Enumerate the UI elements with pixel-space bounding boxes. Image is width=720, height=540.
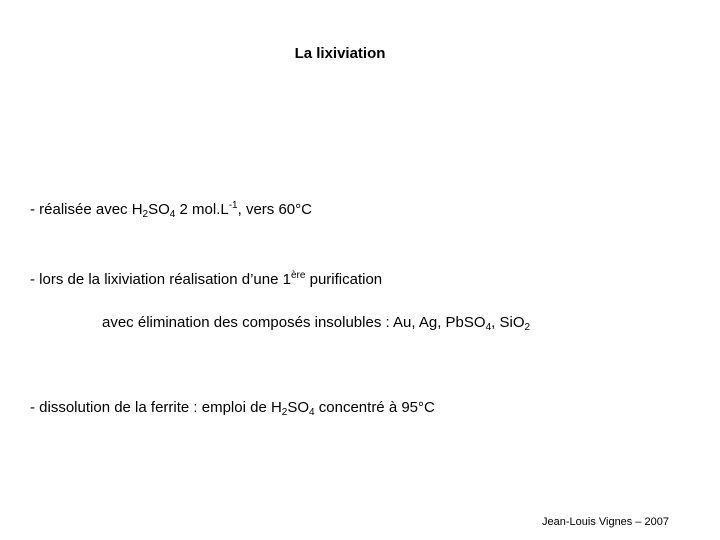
superscript: ère xyxy=(290,270,306,281)
text-segment: purification xyxy=(305,271,383,288)
subscript: 4 xyxy=(169,209,176,220)
text-segment: concentré à 95°C xyxy=(314,399,435,416)
bullet-line-ferrite xyxy=(30,398,435,418)
text-segment: SO xyxy=(463,314,486,331)
text-segment: SO xyxy=(287,399,310,416)
text-segment: , vers 60°C xyxy=(237,201,312,218)
footer-author: Jean-Louis Vignes – 2007 xyxy=(542,516,670,528)
subscript: 2 xyxy=(142,209,149,220)
sub-line-insolubles xyxy=(102,313,530,333)
subscript: 4 xyxy=(309,407,315,418)
text-segment: O xyxy=(512,314,525,331)
subscript: 4 xyxy=(485,322,492,333)
text-segment: - réalisée avec H xyxy=(30,201,143,218)
bullet-line-purification xyxy=(30,270,382,290)
text-segment: - dissolution de la ferrite : emploi de H xyxy=(30,399,282,416)
text-segment: - lors de la lixiviation réalisation d’une 1 xyxy=(30,271,291,288)
text-segment: avec élimination des composés insolubles : Au, Ag, Pb xyxy=(102,314,464,331)
text-segment: , Si xyxy=(491,314,513,331)
text-segment: 2 mol.L xyxy=(175,201,229,218)
subscript: 2 xyxy=(524,322,531,333)
slide-title: La lixiviation xyxy=(294,45,386,62)
bullet-line-conditions xyxy=(30,200,312,220)
text-segment: SO xyxy=(148,201,170,218)
subscript: 2 xyxy=(281,407,288,418)
superscript: -1 xyxy=(228,200,238,211)
